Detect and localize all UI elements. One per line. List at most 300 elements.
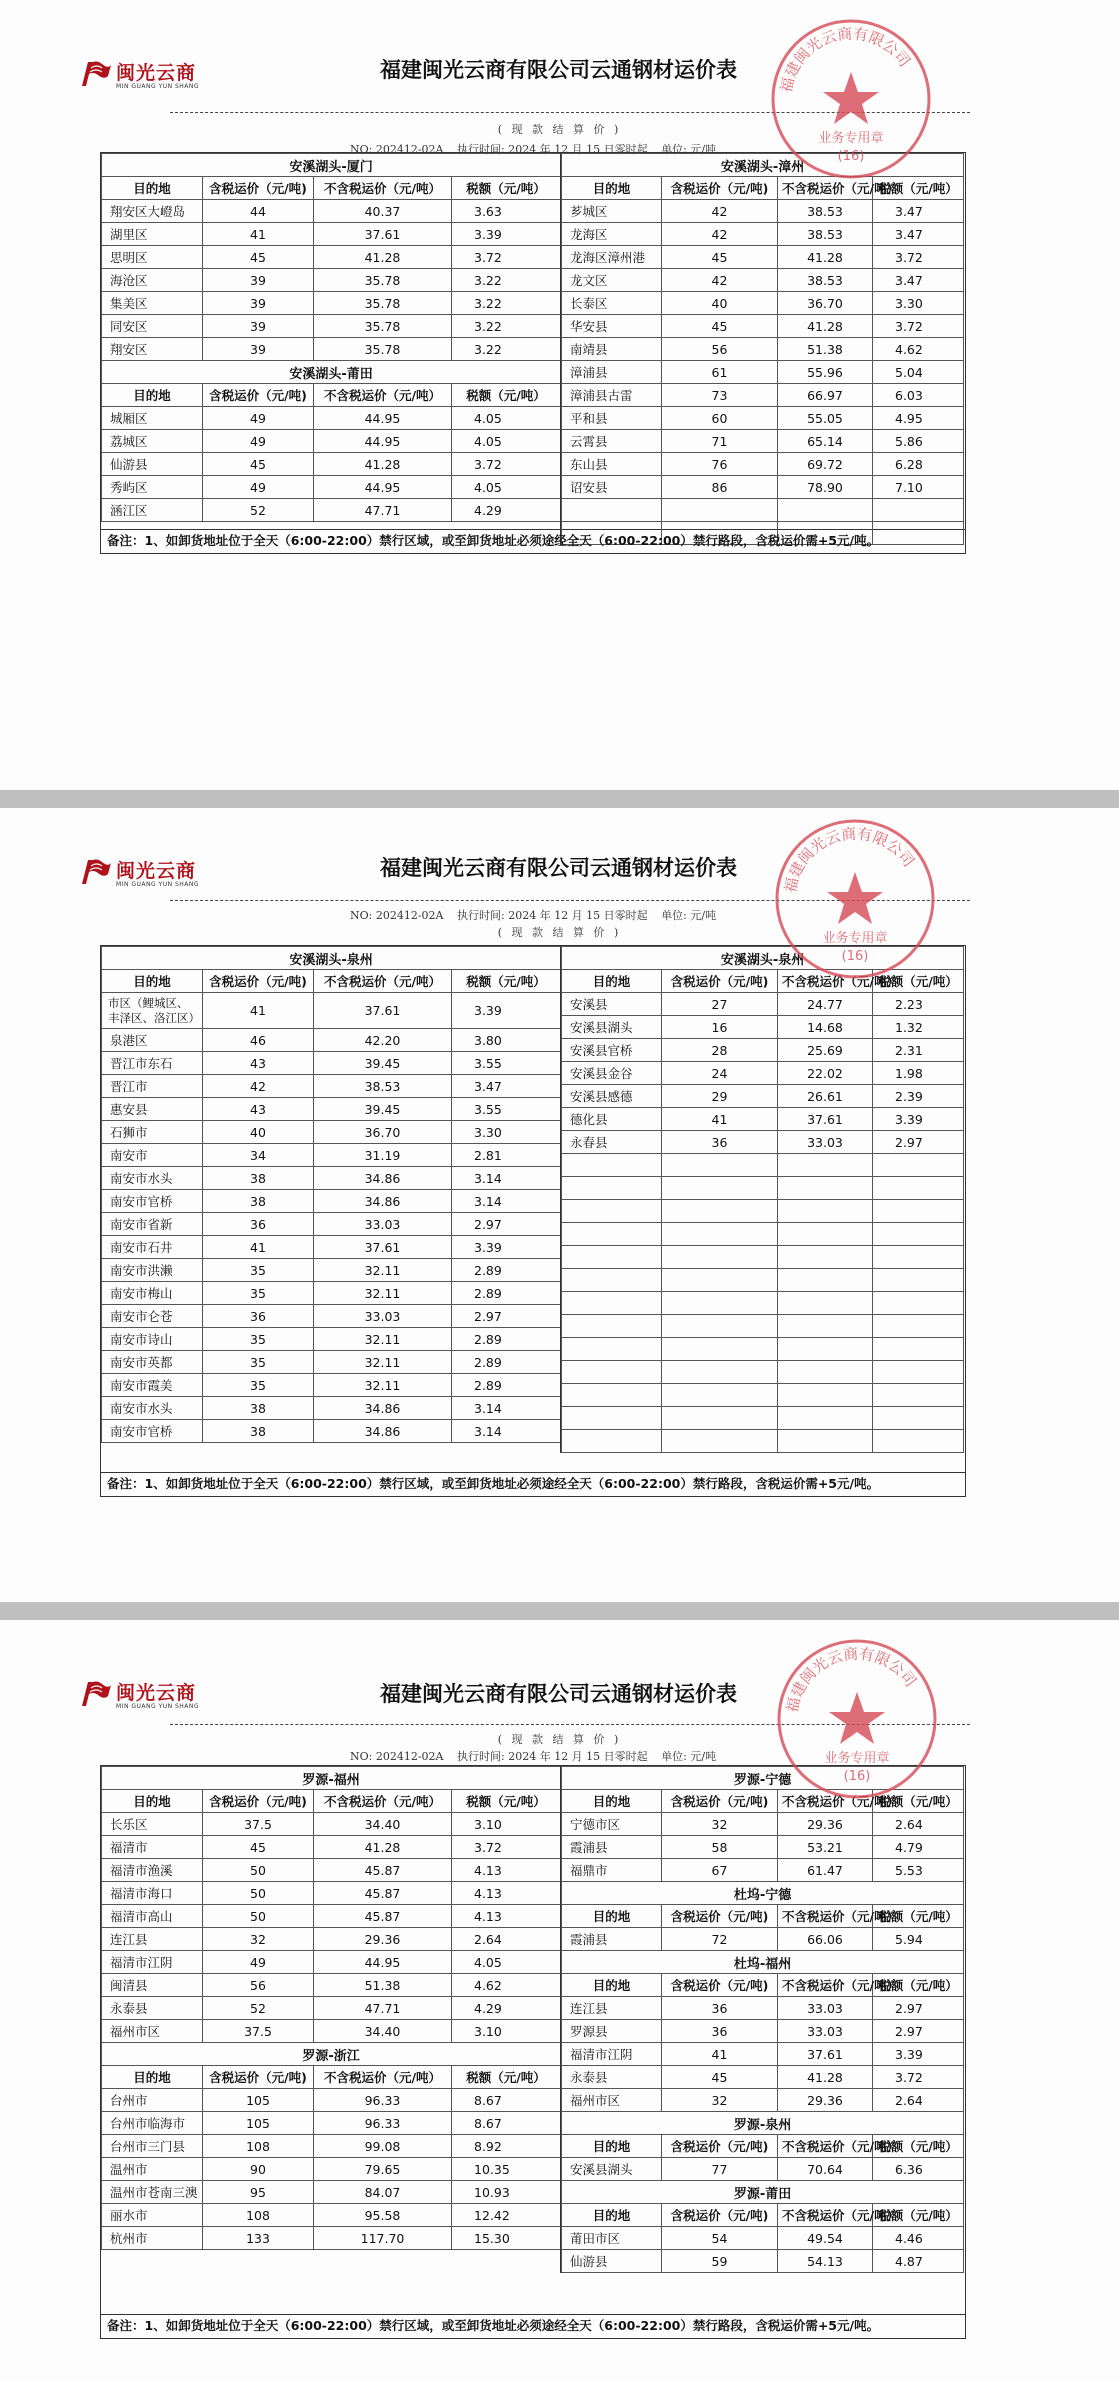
table-row bbox=[102, 1997, 561, 2020]
tax-excl-cell: 44.95 bbox=[314, 476, 452, 499]
col-dest: 目的地 bbox=[562, 1905, 662, 1928]
empty-cell bbox=[562, 1384, 662, 1407]
col-dest: 目的地 bbox=[562, 970, 662, 993]
tax-cell: 3.14 bbox=[452, 1397, 561, 1420]
dest-cell: 南安市洪濑 bbox=[102, 1259, 203, 1282]
empty-row bbox=[562, 1361, 964, 1384]
empty-cell bbox=[662, 1177, 778, 1200]
empty-cell bbox=[778, 1269, 873, 1292]
stamp-text: 福建闽光云商有限公司 bbox=[781, 824, 918, 895]
tax-cell: 3.72 bbox=[873, 246, 964, 269]
tax-excl-cell: 29.36 bbox=[778, 2089, 873, 2112]
dest-cell: 温州市苍南三澳 bbox=[102, 2181, 203, 2204]
dest-cell: 龙海区漳州港 bbox=[562, 246, 662, 269]
tax-cell: 6.28 bbox=[873, 453, 964, 476]
tax-excl-cell: 33.03 bbox=[314, 1213, 452, 1236]
empty-row bbox=[562, 1246, 964, 1269]
col-tax: 税额（元/吨） bbox=[873, 1905, 964, 1928]
empty-cell bbox=[562, 1269, 662, 1292]
tax-incl-cell: 67 bbox=[662, 1859, 778, 1882]
tax-excl-cell: 69.72 bbox=[778, 453, 873, 476]
table-row bbox=[102, 1282, 561, 1305]
section-title: 罗源-莆田 bbox=[562, 2181, 964, 2204]
empty-cell bbox=[662, 1223, 778, 1246]
table-row bbox=[102, 1397, 561, 1420]
dest-cell: 南安市 bbox=[102, 1144, 203, 1167]
dest-cell: 霞浦县 bbox=[562, 1928, 662, 1951]
dest-cell: 台州市 bbox=[102, 2089, 203, 2112]
tax-cell: 3.72 bbox=[452, 1836, 561, 1859]
tax-incl-cell: 37.5 bbox=[203, 1813, 314, 1836]
col-dest: 目的地 bbox=[562, 1974, 662, 1997]
tax-cell: 2.97 bbox=[873, 1131, 964, 1154]
dest-cell: 罗源县 bbox=[562, 2020, 662, 2043]
tax-excl-cell: 37.61 bbox=[778, 1108, 873, 1131]
table-row bbox=[562, 384, 964, 407]
dest-cell: 漳浦县 bbox=[562, 361, 662, 384]
dest-cell: 晋江市 bbox=[102, 1075, 203, 1098]
empty-cell bbox=[873, 1269, 964, 1292]
page-1 bbox=[0, 0, 1119, 790]
table-row bbox=[562, 200, 964, 223]
table-row bbox=[102, 292, 561, 315]
company-stamp bbox=[772, 1634, 942, 1804]
empty-cell bbox=[562, 1338, 662, 1361]
table-row bbox=[562, 1836, 964, 1859]
tax-incl-cell: 41 bbox=[203, 223, 314, 246]
tax-incl-cell: 61 bbox=[662, 361, 778, 384]
tax-excl-cell: 34.40 bbox=[314, 1813, 452, 1836]
tax-cell: 2.89 bbox=[452, 1328, 561, 1351]
empty-cell bbox=[778, 1200, 873, 1223]
stamp-text: 福建闽光云商有限公司 bbox=[777, 24, 914, 95]
tax-excl-cell: 42.20 bbox=[314, 1029, 452, 1052]
dest-cell: 南安市省新 bbox=[102, 1213, 203, 1236]
table-row bbox=[102, 430, 561, 453]
page-title: 福建闽光云商有限公司云通钢材运价表 bbox=[380, 856, 737, 880]
star-icon bbox=[827, 872, 883, 924]
table-row bbox=[102, 1098, 561, 1121]
dest-cell: 平和县 bbox=[562, 407, 662, 430]
tax-cell: 5.04 bbox=[873, 361, 964, 384]
tax-incl-cell: 50 bbox=[203, 1859, 314, 1882]
tax-cell: 2.81 bbox=[452, 1144, 561, 1167]
table-row bbox=[562, 1813, 964, 1836]
empty-cell bbox=[778, 1384, 873, 1407]
dest-cell: 福清市渔溪 bbox=[102, 1859, 203, 1882]
flag-logo-icon bbox=[78, 854, 112, 888]
tax-excl-cell: 26.61 bbox=[778, 1085, 873, 1108]
tax-incl-cell: 72 bbox=[662, 1928, 778, 1951]
table-row bbox=[102, 2204, 561, 2227]
stamp-number: (16) bbox=[843, 1769, 871, 1784]
tax-incl-cell: 49 bbox=[203, 407, 314, 430]
tax-cell: 2.64 bbox=[452, 1928, 561, 1951]
dest-cell: 长乐区 bbox=[102, 1813, 203, 1836]
tax-excl-cell: 38.53 bbox=[778, 223, 873, 246]
table-row bbox=[562, 1062, 964, 1085]
brand-logo bbox=[78, 854, 228, 892]
tax-cell: 4.05 bbox=[452, 476, 561, 499]
table-row bbox=[562, 1859, 964, 1882]
tax-cell: 5.86 bbox=[873, 430, 964, 453]
tax-excl-cell: 84.07 bbox=[314, 2181, 452, 2204]
rate-table-frame bbox=[100, 152, 966, 530]
dest-cell: 福州市区 bbox=[562, 2089, 662, 2112]
section-title: 安溪湖头-泉州 bbox=[562, 947, 964, 970]
tax-excl-cell: 39.45 bbox=[314, 1098, 452, 1121]
tax-excl-cell: 34.40 bbox=[314, 2020, 452, 2043]
dest-cell: 同安区 bbox=[102, 315, 203, 338]
tax-incl-cell: 77 bbox=[662, 2158, 778, 2181]
tax-excl-cell: 96.33 bbox=[314, 2089, 452, 2112]
tax-incl-cell: 36 bbox=[662, 1131, 778, 1154]
table-row bbox=[102, 2227, 561, 2250]
dest-cell: 南安市仑苍 bbox=[102, 1305, 203, 1328]
dest-cell: 霞浦县 bbox=[562, 1836, 662, 1859]
tax-cell: 8.67 bbox=[452, 2112, 561, 2135]
tax-incl-cell: 42 bbox=[662, 269, 778, 292]
table-row bbox=[562, 2227, 964, 2250]
tax-incl-cell: 105 bbox=[203, 2089, 314, 2112]
tax-incl-cell: 32 bbox=[662, 2089, 778, 2112]
empty-cell bbox=[873, 1338, 964, 1361]
dest-cell: 翔安区 bbox=[102, 338, 203, 361]
table-row bbox=[562, 361, 964, 384]
tax-excl-cell: 47.71 bbox=[314, 1997, 452, 2020]
tax-incl-cell: 58 bbox=[662, 1836, 778, 1859]
empty-cell bbox=[562, 1154, 662, 1177]
tax-excl-cell: 32.11 bbox=[314, 1259, 452, 1282]
table-row bbox=[562, 315, 964, 338]
empty-cell bbox=[662, 1292, 778, 1315]
tax-cell: 3.14 bbox=[452, 1167, 561, 1190]
stamp-text: 福建闽光云商有限公司 bbox=[783, 1644, 920, 1715]
tax-excl-cell: 29.36 bbox=[314, 1928, 452, 1951]
tax-cell: 3.39 bbox=[452, 993, 561, 1029]
tax-excl-cell: 33.03 bbox=[778, 1997, 873, 2020]
rate-table-zhangzhou bbox=[561, 153, 964, 545]
dest-cell: 福清市海口 bbox=[102, 1882, 203, 1905]
tax-cell: 3.72 bbox=[452, 246, 561, 269]
empty-cell bbox=[873, 499, 964, 522]
page-title: 福建闽光云商有限公司云通钢材运价表 bbox=[380, 1682, 737, 1706]
dest-cell: 丽水市 bbox=[102, 2204, 203, 2227]
tax-excl-cell: 45.87 bbox=[314, 1859, 452, 1882]
tax-incl-cell: 42 bbox=[203, 1075, 314, 1098]
tax-incl-cell: 27 bbox=[662, 993, 778, 1016]
table-row bbox=[102, 1420, 561, 1443]
section-title: 罗源-泉州 bbox=[562, 2112, 964, 2135]
tax-cell: 3.39 bbox=[873, 1108, 964, 1131]
table-row bbox=[562, 1928, 964, 1951]
empty-row bbox=[562, 1223, 964, 1246]
star-icon bbox=[823, 72, 879, 124]
tax-excl-cell: 70.64 bbox=[778, 2158, 873, 2181]
tax-cell: 6.36 bbox=[873, 2158, 964, 2181]
table-row bbox=[102, 453, 561, 476]
dest-cell: 永泰县 bbox=[562, 2066, 662, 2089]
tax-cell: 3.10 bbox=[452, 2020, 561, 2043]
tax-cell: 2.97 bbox=[452, 1213, 561, 1236]
table-row bbox=[102, 223, 561, 246]
col-tax-excl: 不含税运价（元/吨） bbox=[778, 1974, 873, 1997]
empty-cell bbox=[562, 1315, 662, 1338]
tax-cell: 5.53 bbox=[873, 1859, 964, 1882]
empty-row bbox=[562, 1292, 964, 1315]
tax-excl-cell: 14.68 bbox=[778, 1016, 873, 1039]
doc-meta bbox=[350, 1748, 726, 1764]
tax-excl-cell: 47.71 bbox=[314, 499, 452, 522]
col-tax: 税额（元/吨） bbox=[873, 2135, 964, 2158]
tax-cell: 4.46 bbox=[873, 2227, 964, 2250]
dest-cell: 闽清县 bbox=[102, 1974, 203, 1997]
tax-incl-cell: 42 bbox=[662, 200, 778, 223]
dest-cell: 德化县 bbox=[562, 1108, 662, 1131]
tax-excl-cell: 37.61 bbox=[314, 223, 452, 246]
tax-cell: 2.97 bbox=[873, 1997, 964, 2020]
col-tax-excl: 不含税运价（元/吨） bbox=[314, 1790, 452, 1813]
table-row bbox=[102, 338, 561, 361]
empty-cell bbox=[662, 1315, 778, 1338]
empty-cell bbox=[562, 1361, 662, 1384]
empty-cell bbox=[778, 499, 873, 522]
tax-excl-cell: 38.53 bbox=[778, 200, 873, 223]
tax-incl-cell: 41 bbox=[662, 1108, 778, 1131]
tax-excl-cell: 36.70 bbox=[314, 1121, 452, 1144]
table-row bbox=[562, 1039, 964, 1062]
tax-cell: 1.98 bbox=[873, 1062, 964, 1085]
tax-excl-cell: 32.11 bbox=[314, 1328, 452, 1351]
table-row bbox=[102, 200, 561, 223]
tax-incl-cell: 41 bbox=[203, 1236, 314, 1259]
tax-cell: 4.87 bbox=[873, 2250, 964, 2273]
tax-cell: 6.03 bbox=[873, 384, 964, 407]
left-column bbox=[101, 1766, 560, 2250]
table-row bbox=[562, 2089, 964, 2112]
col-tax-excl: 不含税运价（元/吨） bbox=[778, 177, 873, 200]
tax-incl-cell: 108 bbox=[203, 2135, 314, 2158]
table-row bbox=[562, 2250, 964, 2273]
empty-cell bbox=[778, 1246, 873, 1269]
table-row bbox=[102, 499, 561, 522]
doc-meta bbox=[350, 907, 726, 923]
rate-table-luoyuan bbox=[101, 1766, 561, 2250]
table-row bbox=[102, 269, 561, 292]
col-tax-incl: 含税运价（元/吨) bbox=[662, 970, 778, 993]
tax-incl-cell: 39 bbox=[203, 315, 314, 338]
rate-table-quanzhou bbox=[101, 946, 561, 1443]
section-title: 安溪湖头-厦门 bbox=[102, 154, 561, 177]
empty-cell bbox=[778, 1315, 873, 1338]
dest-cell: 南安市霞美 bbox=[102, 1374, 203, 1397]
dest-cell: 安溪县湖头 bbox=[562, 1016, 662, 1039]
empty-row bbox=[562, 1315, 964, 1338]
tax-cell: 3.72 bbox=[452, 453, 561, 476]
tax-cell: 2.89 bbox=[452, 1282, 561, 1305]
col-tax-excl: 不含税运价（元/吨） bbox=[314, 177, 452, 200]
stamp-label: 业务专用章 bbox=[822, 931, 888, 946]
remark-note: 备注：1、如卸货地址位于全天（6:00-22:00）禁行区域，或至卸货地址必须途经全天（6:00-22:00）禁行路段，含税运价需+5元/吨。 bbox=[100, 1473, 966, 1497]
table-row bbox=[562, 2020, 964, 2043]
tax-incl-cell: 49 bbox=[203, 476, 314, 499]
star-icon bbox=[829, 1692, 885, 1744]
dest-cell: 惠安县 bbox=[102, 1098, 203, 1121]
dest-cell: 福州市区 bbox=[102, 2020, 203, 2043]
table-row bbox=[102, 1951, 561, 1974]
tax-cell: 2.23 bbox=[873, 993, 964, 1016]
tax-incl-cell: 45 bbox=[662, 246, 778, 269]
empty-cell bbox=[873, 1315, 964, 1338]
dest-cell: 长泰区 bbox=[562, 292, 662, 315]
tax-excl-cell: 35.78 bbox=[314, 292, 452, 315]
tax-excl-cell: 35.78 bbox=[314, 338, 452, 361]
tax-cell: 4.95 bbox=[873, 407, 964, 430]
tax-incl-cell: 45 bbox=[203, 1836, 314, 1859]
table-row bbox=[102, 1813, 561, 1836]
tax-excl-cell: 55.96 bbox=[778, 361, 873, 384]
settlement-label: ( 现 款 结 算 价 ) bbox=[497, 1733, 622, 1746]
tax-incl-cell: 45 bbox=[662, 2066, 778, 2089]
table-row bbox=[102, 1928, 561, 1951]
dest-cell: 市区（鲤城区、丰泽区、洛江区） bbox=[102, 993, 203, 1029]
empty-cell bbox=[562, 1430, 662, 1453]
tax-incl-cell: 45 bbox=[662, 315, 778, 338]
tax-excl-cell: 99.08 bbox=[314, 2135, 452, 2158]
table-row bbox=[562, 993, 964, 1016]
unit-label: 单位: 元/吨 bbox=[661, 1750, 717, 1763]
empty-cell bbox=[662, 1384, 778, 1407]
exec-time: 执行时间: 2024 年 12 月 15 日零时起 bbox=[457, 1750, 648, 1763]
col-dest: 目的地 bbox=[102, 384, 203, 407]
tax-incl-cell: 56 bbox=[662, 338, 778, 361]
empty-cell bbox=[662, 1338, 778, 1361]
table-row bbox=[562, 430, 964, 453]
tax-cell: 3.55 bbox=[452, 1052, 561, 1075]
dest-cell: 永泰县 bbox=[102, 1997, 203, 2020]
table-row bbox=[102, 1882, 561, 1905]
tax-excl-cell: 37.61 bbox=[314, 993, 452, 1029]
tax-excl-cell: 51.38 bbox=[778, 338, 873, 361]
tax-incl-cell: 49 bbox=[203, 430, 314, 453]
tax-incl-cell: 40 bbox=[662, 292, 778, 315]
tax-cell: 3.47 bbox=[873, 200, 964, 223]
tax-cell: 3.22 bbox=[452, 292, 561, 315]
empty-cell bbox=[873, 1430, 964, 1453]
col-tax-incl: 含税运价（元/吨) bbox=[662, 177, 778, 200]
dest-cell: 杭州市 bbox=[102, 2227, 203, 2250]
flag-logo-icon bbox=[78, 1676, 112, 1710]
tax-incl-cell: 38 bbox=[203, 1397, 314, 1420]
table-row bbox=[562, 2158, 964, 2181]
empty-row bbox=[562, 1407, 964, 1430]
tax-cell: 2.64 bbox=[873, 2089, 964, 2112]
dest-cell: 南安市官桥 bbox=[102, 1420, 203, 1443]
tax-cell: 8.67 bbox=[452, 2089, 561, 2112]
table-row bbox=[102, 1259, 561, 1282]
section-title: 安溪湖头-莆田 bbox=[102, 361, 561, 384]
dest-cell: 福鼎市 bbox=[562, 1859, 662, 1882]
table-row bbox=[562, 1108, 964, 1131]
section-title: 安溪湖头-泉州 bbox=[102, 947, 561, 970]
dest-cell: 石狮市 bbox=[102, 1121, 203, 1144]
col-tax: 税额（元/吨） bbox=[452, 384, 561, 407]
tax-incl-cell: 50 bbox=[203, 1905, 314, 1928]
empty-cell bbox=[778, 1430, 873, 1453]
tax-excl-cell: 39.45 bbox=[314, 1052, 452, 1075]
tax-incl-cell: 32 bbox=[203, 1928, 314, 1951]
tax-cell: 15.30 bbox=[452, 2227, 561, 2250]
tax-excl-cell: 40.37 bbox=[314, 200, 452, 223]
right-column bbox=[560, 1766, 964, 2273]
tax-incl-cell: 29 bbox=[662, 1085, 778, 1108]
col-tax-excl: 不含税运价（元/吨） bbox=[778, 1790, 873, 1813]
table-row bbox=[562, 269, 964, 292]
table-row bbox=[102, 1052, 561, 1075]
table-row bbox=[562, 223, 964, 246]
empty-cell bbox=[873, 1407, 964, 1430]
doc-number: NO: 202412-02A bbox=[350, 143, 444, 156]
remark-note: 备注：1、如卸货地址位于全天（6:00-22:00）禁行区域，或至卸货地址必须途经全天（6:00-22:00）禁行路段，含税运价需+5元/吨。 bbox=[100, 530, 966, 554]
dest-cell: 涵江区 bbox=[102, 499, 203, 522]
empty-cell bbox=[662, 1154, 778, 1177]
tax-incl-cell: 36 bbox=[662, 1997, 778, 2020]
dest-cell: 安溪县金谷 bbox=[562, 1062, 662, 1085]
tax-excl-cell: 32.11 bbox=[314, 1282, 452, 1305]
empty-row bbox=[562, 1154, 964, 1177]
dest-cell: 云霄县 bbox=[562, 430, 662, 453]
col-tax-excl: 不含税运价（元/吨） bbox=[314, 2066, 452, 2089]
dest-cell: 宁德市区 bbox=[562, 1813, 662, 1836]
dest-cell: 福清市 bbox=[102, 1836, 203, 1859]
empty-row bbox=[562, 1338, 964, 1361]
tax-incl-cell: 41 bbox=[203, 993, 314, 1029]
empty-cell bbox=[778, 1338, 873, 1361]
dest-cell: 华安县 bbox=[562, 315, 662, 338]
empty-cell bbox=[662, 1430, 778, 1453]
tax-cell: 3.39 bbox=[873, 2043, 964, 2066]
tax-excl-cell: 51.38 bbox=[314, 1974, 452, 1997]
tax-cell: 4.79 bbox=[873, 1836, 964, 1859]
section-title: 安溪湖头-漳州 bbox=[562, 154, 964, 177]
empty-row bbox=[562, 1177, 964, 1200]
tax-cell: 4.05 bbox=[452, 430, 561, 453]
tax-excl-cell: 96.33 bbox=[314, 2112, 452, 2135]
tax-excl-cell: 32.11 bbox=[314, 1351, 452, 1374]
dest-cell: 连江县 bbox=[102, 1928, 203, 1951]
empty-cell bbox=[562, 1223, 662, 1246]
tax-excl-cell: 37.61 bbox=[314, 1236, 452, 1259]
table-row bbox=[102, 1121, 561, 1144]
empty-cell bbox=[662, 1200, 778, 1223]
stamp-number: (16) bbox=[841, 949, 869, 964]
tax-incl-cell: 105 bbox=[203, 2112, 314, 2135]
dest-cell: 晋江市东石 bbox=[102, 1052, 203, 1075]
empty-cell bbox=[778, 1361, 873, 1384]
col-tax-excl: 不含税运价（元/吨） bbox=[778, 1905, 873, 1928]
tax-excl-cell: 117.70 bbox=[314, 2227, 452, 2250]
tax-excl-cell: 32.11 bbox=[314, 1374, 452, 1397]
tax-incl-cell: 71 bbox=[662, 430, 778, 453]
tax-excl-cell: 41.28 bbox=[778, 246, 873, 269]
dest-cell: 安溪县官桥 bbox=[562, 1039, 662, 1062]
tax-excl-cell: 41.28 bbox=[314, 1836, 452, 1859]
tax-cell: 3.14 bbox=[452, 1190, 561, 1213]
table-row bbox=[562, 1016, 964, 1039]
stamp-label: 业务专用章 bbox=[818, 131, 884, 146]
empty-cell bbox=[873, 1177, 964, 1200]
tax-cell: 4.62 bbox=[452, 1974, 561, 1997]
